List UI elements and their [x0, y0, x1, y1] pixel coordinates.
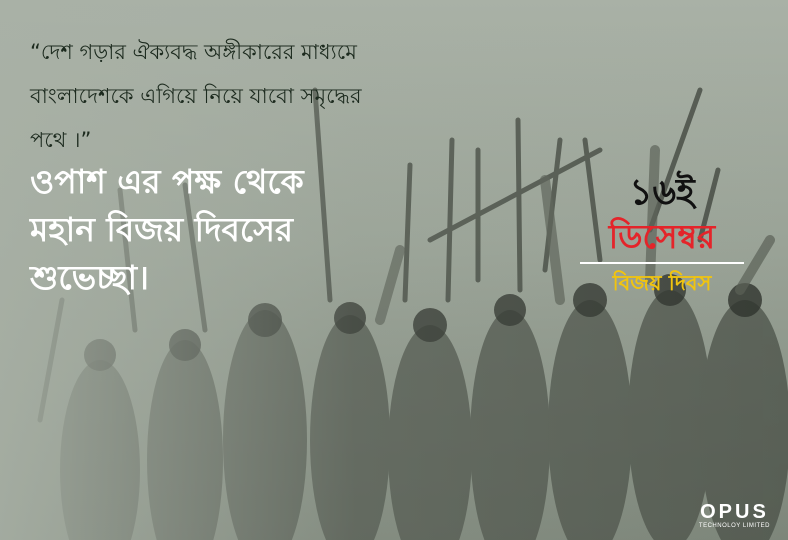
- occasion-label: বিজয় দিবস: [612, 271, 712, 295]
- date-month: ডিসেম্বর: [608, 217, 716, 256]
- date-day: ১৬ই: [629, 172, 695, 213]
- divider: [580, 262, 744, 264]
- greeting-text: ওপাশ এর পক্ষ থেকে মহান বিজয় দিবসের শুভেচ্ছা।: [30, 162, 304, 297]
- date-badge: [572, 172, 752, 296]
- brand-name: OPUS: [700, 501, 769, 523]
- brand-subtitle: TECHNOLOY LIMITED: [698, 523, 770, 529]
- quote-text: “দেশ গড়ার ঐক্যবদ্ধ অঙ্গীকারের মাধ্যমে বাংলাদেশকে এগিয়ে নিয়ে যাবো সমৃদ্ধের পথে ।”: [30, 40, 362, 152]
- brand-logo: [699, 502, 770, 530]
